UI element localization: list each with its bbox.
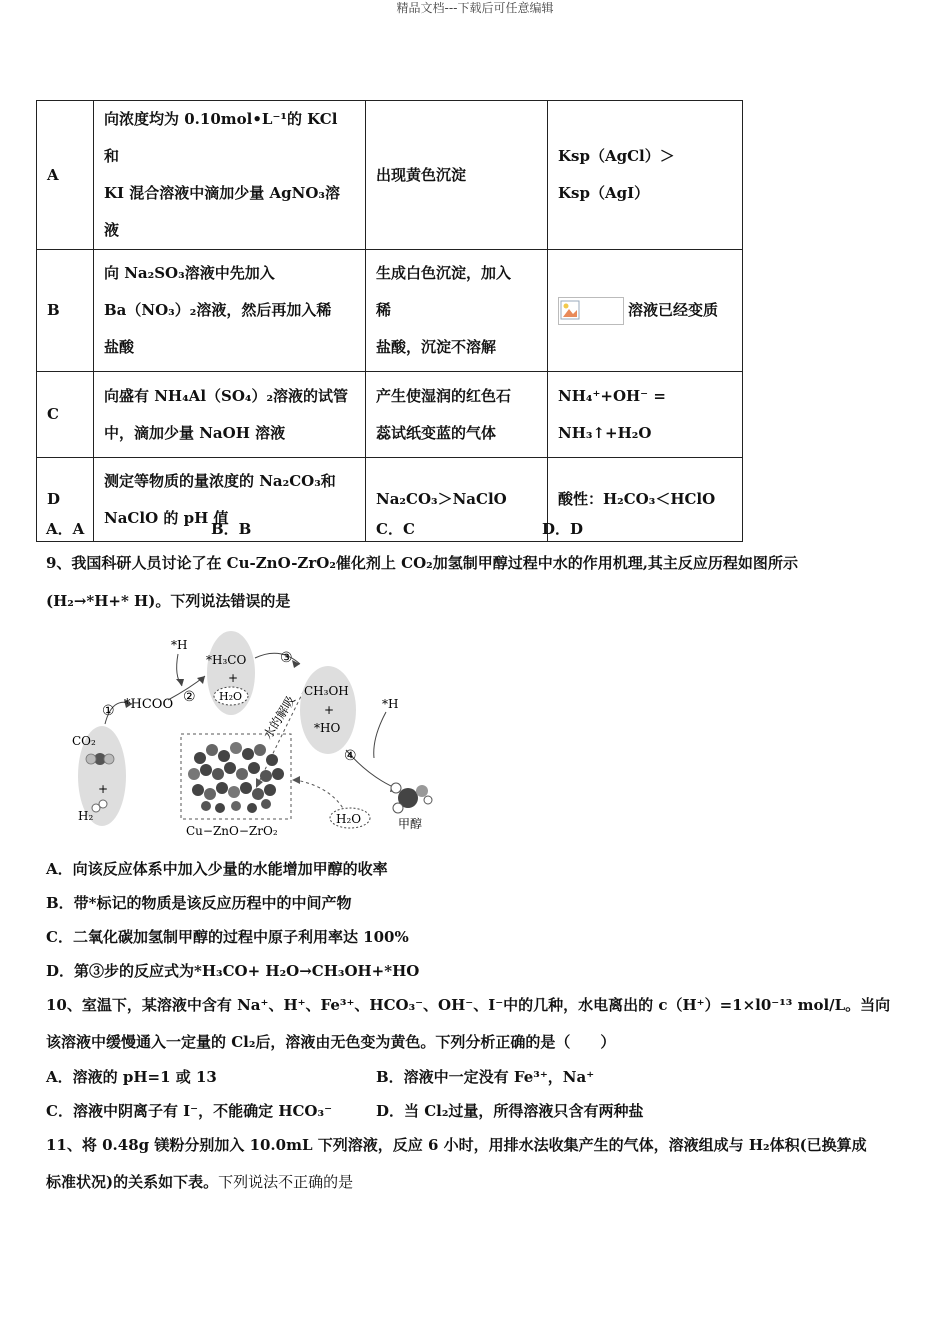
text-line: KI 混合溶液中滴加少量 AgNO₃溶 bbox=[104, 184, 340, 202]
catalyst-label: Cu−ZnO−ZrO₂ bbox=[186, 824, 278, 838]
q8-option-c: C．C bbox=[376, 520, 415, 538]
q8-option-d: D．D bbox=[542, 520, 584, 538]
q9-option-b: B．带*标记的物质是该反应历程中的中间产物 bbox=[46, 894, 352, 912]
q11-stem-line1: 11、将 0.48g 镁粉分别加入 10.0mL 下列溶液，反应 6 小时，用排水法收集产生的气体，溶液组成与 H₂体积(已换算成 bbox=[46, 1136, 867, 1154]
conclusion-cell bbox=[548, 101, 743, 250]
row-label: A bbox=[37, 101, 94, 250]
text-line: 向 Na₂SO₃溶液中先加入 bbox=[104, 264, 275, 282]
text-line: Ba（NO₃）₂溶液，然后再加入稀 bbox=[104, 301, 332, 319]
catalyst-particles bbox=[188, 742, 284, 813]
text-line: 测定等物质的量浓度的 Na₂CO₃和 bbox=[104, 471, 336, 490]
row-label: B bbox=[37, 250, 94, 372]
q11-stem-part1: 标准状况)的关系如下表。 bbox=[46, 1173, 219, 1191]
row-label: C bbox=[37, 372, 94, 458]
plus-label: + bbox=[98, 782, 109, 796]
reaction-mechanism-figure bbox=[60, 628, 460, 843]
methanol-molecule-icon bbox=[391, 783, 432, 813]
table-row bbox=[37, 101, 743, 250]
text-line: 液 bbox=[104, 221, 120, 239]
text-line: 向盛有 NH₄Al（SO₄）₂溶液的试管 bbox=[104, 386, 349, 405]
text-line: NaClO 的 pH 值 bbox=[104, 508, 229, 527]
q10-option-d: D．当 Cl₂过量，所得溶液只含有两种盐 bbox=[376, 1102, 644, 1120]
methanol-label: 甲醇 bbox=[398, 817, 423, 831]
q9-stem-line2: (H₂→*H+* H)。下列说法错误的是 bbox=[46, 592, 291, 610]
text-line: 盐酸 bbox=[104, 338, 135, 356]
q8-option-a: A．A bbox=[46, 520, 85, 538]
operation-cell bbox=[94, 250, 366, 372]
text-line: 生成白色沉淀，加入 bbox=[376, 264, 512, 282]
q10-option-b: B．溶液中一定没有 Fe³⁺，Na⁺ bbox=[376, 1068, 595, 1086]
conclusion-text: 溶液已经变质 bbox=[628, 301, 719, 319]
h3co-label: *H₃CO bbox=[206, 653, 247, 667]
text-line: NH₄⁺+OH⁻ = NH₃↑+H₂O bbox=[558, 386, 666, 442]
text-line: 稀 bbox=[376, 301, 392, 319]
conclusion-cell bbox=[548, 372, 743, 458]
step2-marker: ② bbox=[183, 689, 196, 705]
q10-stem-line1: 10、室温下，某溶液中含有 Na⁺、H⁺、Fe³⁺、HCO₃⁻、OH⁻、I⁻中的几种，水电离出的 c（H⁺）=1×l0⁻¹³ mol/L。当向 bbox=[46, 996, 891, 1014]
phenomenon-cell bbox=[366, 372, 548, 458]
co2-label: CO₂ bbox=[72, 734, 96, 748]
ho-label: *HO bbox=[314, 721, 341, 735]
hcoo-label: *HCOO bbox=[124, 697, 174, 712]
text-line: Ksp（AgCl）＞ bbox=[558, 147, 675, 165]
step4-marker: ④ bbox=[344, 748, 357, 764]
text-line: 向浓度均为 0.10mol•L⁻¹的 KCl 和 bbox=[104, 110, 338, 165]
q11-stem-part2: 下列说法不正确的是 bbox=[218, 1173, 354, 1191]
broken-image-icon bbox=[558, 297, 624, 325]
row-label: D bbox=[37, 458, 94, 542]
operation-cell bbox=[94, 372, 366, 458]
q11-stem-line2 bbox=[46, 1171, 353, 1192]
text-line: 酸性：H₂CO₃＜HClO bbox=[558, 490, 716, 508]
q10-stem-line2: 该溶液中缓慢通入一定量的 Cl₂后，溶液由无色变为黄色。下列分析正确的是（ ） bbox=[46, 1033, 616, 1051]
water-desorption-label: 水的解吸 bbox=[260, 693, 298, 742]
q9-option-d: D．第③步的反应式为*H₃CO+ H₂O→CH₃OH+*HO bbox=[46, 962, 420, 980]
q9-option-a: A．向该反应体系中加入少量的水能增加甲醇的收率 bbox=[46, 860, 388, 878]
text-line: 蕊试纸变蓝的气体 bbox=[376, 423, 497, 442]
text-line: 出现黄色沉淀 bbox=[376, 165, 467, 184]
phenomenon-cell bbox=[366, 250, 548, 372]
text-line: 产生使湿润的红色石 bbox=[376, 386, 512, 405]
h2o-label: H₂O bbox=[219, 690, 243, 703]
conclusion-cell bbox=[548, 250, 743, 372]
operation-cell bbox=[94, 101, 366, 250]
text-line: 盐酸，沉淀不溶解 bbox=[376, 338, 497, 356]
text-line: Ksp（AgI） bbox=[558, 184, 650, 202]
svg-text:+: + bbox=[324, 703, 335, 717]
h2o-out-label: H₂O bbox=[336, 812, 362, 826]
h-star-label: *H bbox=[171, 638, 188, 652]
step3-marker: ③ bbox=[280, 650, 293, 666]
phenomenon-cell bbox=[366, 101, 548, 250]
experiment-table bbox=[36, 100, 743, 542]
ch3oh-label: CH₃OH bbox=[304, 684, 349, 698]
table-row bbox=[37, 250, 743, 372]
page-header: 精品文档---下载后可任意编辑 bbox=[396, 1, 554, 15]
q10-option-c: C．溶液中阴离子有 I⁻，不能确定 HCO₃⁻ bbox=[46, 1102, 332, 1120]
h-star2-label: *H bbox=[382, 697, 399, 711]
text-line: 中，滴加少量 NaOH 溶液 bbox=[104, 423, 286, 442]
h2-label: H₂ bbox=[78, 809, 94, 823]
q9-stem-line1: 9、我国科研人员讨论了在 Cu-ZnO-ZrO₂催化剂上 CO₂加氢制甲醇过程中水的作用机理,其主反应历程如图所示 bbox=[46, 554, 798, 572]
svg-text:+: + bbox=[228, 671, 239, 685]
table-row bbox=[37, 372, 743, 458]
q8-option-b: B．B bbox=[211, 520, 252, 538]
q10-option-a: A．溶液的 pH=1 或 13 bbox=[46, 1068, 217, 1086]
q9-option-c: C．二氧化碳加氢制甲醇的过程中原子利用率达 100% bbox=[46, 928, 409, 946]
step1-marker: ① bbox=[102, 703, 115, 719]
text-line: Na₂CO₃＞NaClO bbox=[376, 490, 507, 508]
